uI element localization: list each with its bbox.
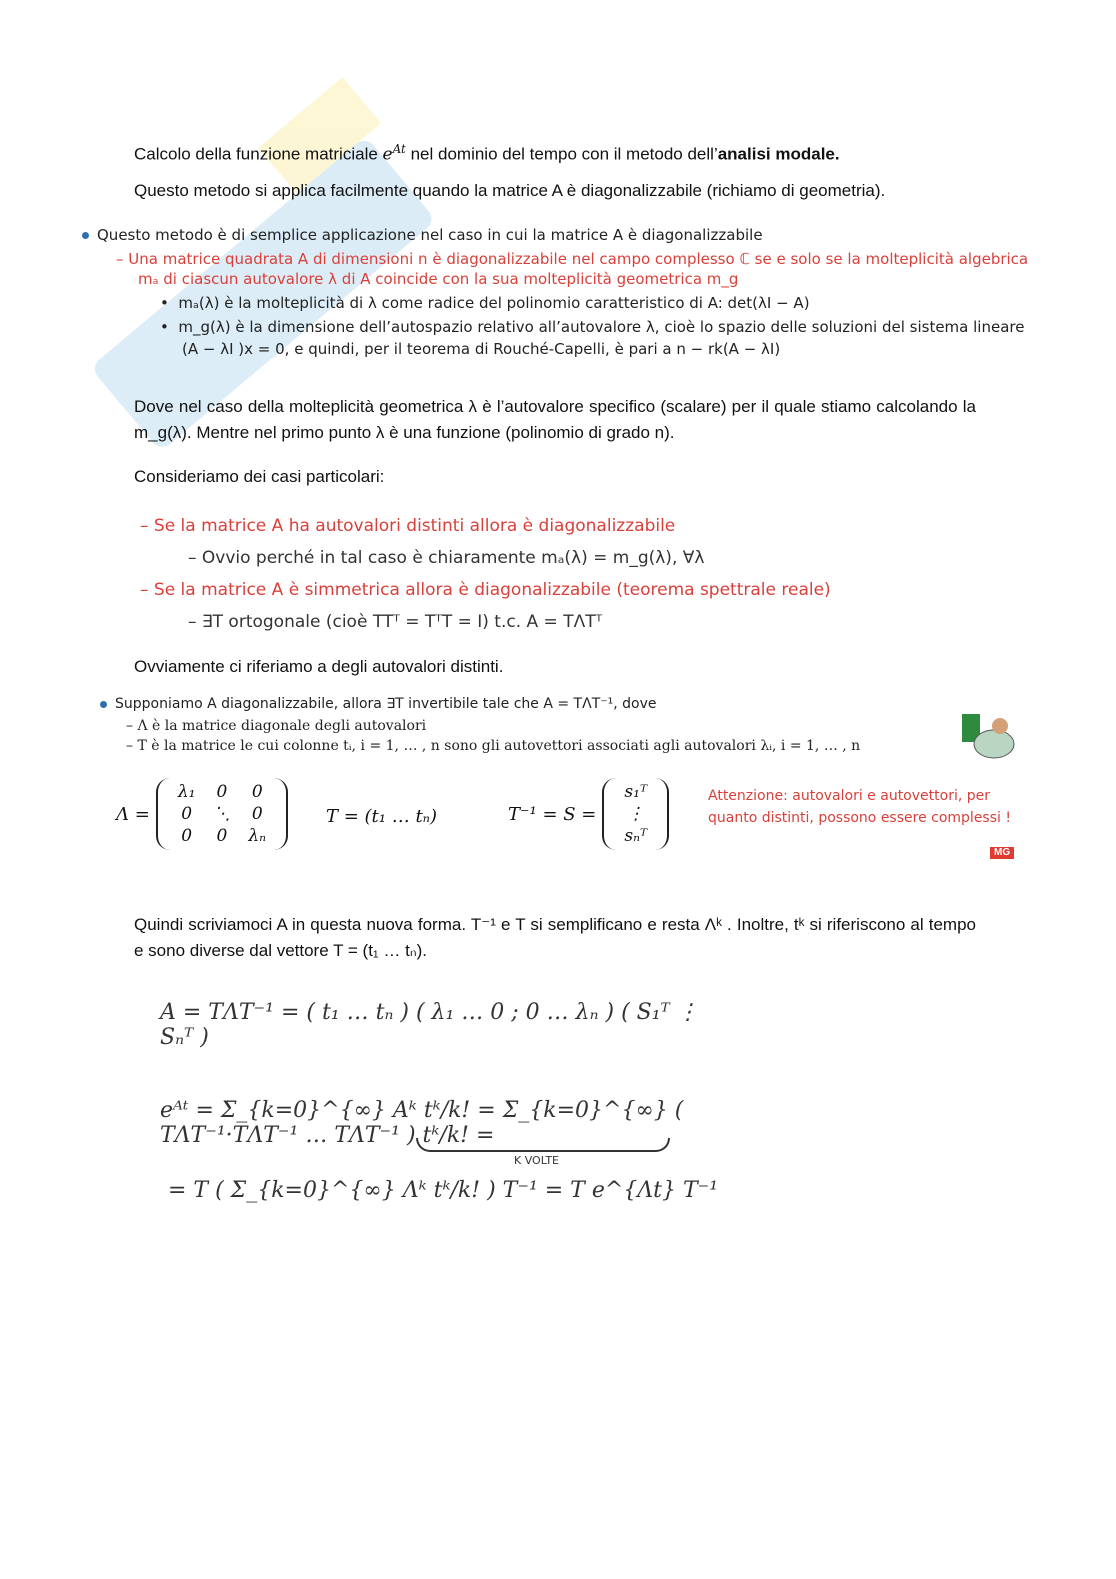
- bullet-icon: [82, 232, 89, 239]
- attention-note: Attenzione: autovalori e autovettori, per quanto distinti, possono essere complessi !: [708, 788, 1011, 826]
- lambda-matrix-row: [170, 804, 274, 824]
- matrix-cell: 0: [251, 782, 263, 802]
- s-matrix-row: [616, 826, 655, 846]
- handwriting-brace: [416, 1138, 670, 1152]
- t-definition: T = (t₁ … tₙ): [326, 806, 437, 827]
- slide1-sub2a: • m_g(λ) è la dimensione dell’autospazio relativo all’autovalore λ, cioè lo spazio delle soluzioni del sistema lineare: [160, 318, 1025, 336]
- paragraph-geometric-multiplicity: Dove nel caso della molteplicità geometrica λ è l’autovalore specifico (scalare) per il quale stiamo calcolando la m_g(λ). Mentre nel primo punto λ è una funzione (polinomio di grado n).: [134, 397, 976, 442]
- lambda-matrix-body: [156, 778, 288, 850]
- slide1-sub2b: (A − λI )x = 0, e quindi, per il teorema di Rouché-Capelli, è pari a n − rk(A − λI): [182, 340, 781, 358]
- slide2-red1: – Se la matrice A ha autovalori distinti allora è diagonalizzabile: [140, 516, 676, 536]
- slide2-b1: – Ovvio perché in tal caso è chiaramente mₐ(λ) = m_g(λ), ∀λ: [188, 548, 705, 568]
- slide3-def2: – T è la matrice le cui colonne tᵢ, i = 1, … , n sono gli autovettori associati agli autovalori λᵢ, i = 1, … , n: [126, 738, 861, 754]
- slide1-red-line1: – Una matrice quadrata A di dimensioni n è diagonalizzabile nel campo complesso ℂ se e solo se la molteplicità algebrica: [116, 250, 1029, 268]
- brace-label: K VOLTE: [514, 1154, 559, 1167]
- matrix-cell: 0: [216, 826, 228, 846]
- slide1-red-line2: mₐ di ciascun autovalore λ di A coincide con la sua molteplicità geometrica m_g: [138, 270, 739, 288]
- slide3-def1: – Λ è la matrice diagonale degli autovalori: [126, 718, 427, 734]
- handwriting-line2: eᴬᵗ = Σ_{k=0}^{∞} Aᵏ tᵏ/k! = Σ_{k=0}^{∞} ( TΛT⁻¹·TΛT⁻¹ … TΛT⁻¹ ) tᵏ/k! =: [160, 1098, 684, 1148]
- matrix-cell: ⋮: [627, 804, 645, 824]
- lambda-matrix-row: [170, 826, 274, 846]
- matrix-cell: 0: [216, 782, 228, 802]
- handwriting-line1: A = TΛT⁻¹ = ( t₁ … tₙ ) ( λ₁ … 0 ; 0 … λₙ ) ( S₁ᵀ ⋮ Sₙᵀ ): [160, 1000, 699, 1050]
- matrix-cell: ⋱: [213, 804, 231, 824]
- page-title: Calcolo della funzione matriciale $e^{At}$ nel dominio del tempo con il metodo dell’analisi modale.: [134, 142, 840, 165]
- slide1-bullet: Questo metodo è di semplice applicazione nel caso in cui la matrice A è diagonalizzabile: [82, 226, 1042, 244]
- matrix-cell: s₁ᵀ: [624, 782, 648, 802]
- slide1-sub1: • mₐ(λ) è la molteplicità di λ come radice del polinomio caratteristico di A: det(λI − A): [160, 294, 810, 312]
- matrix-cell: 0: [181, 826, 193, 846]
- matrix-cell: 0: [181, 804, 193, 824]
- s-matrix-body: [602, 778, 669, 850]
- slide2-red2: – Se la matrice A è simmetrica allora è diagonalizzabile (teorema spettrale reale): [140, 580, 831, 600]
- matrix-lambda: Λ = λ₁ 0 0 0 ⋱ 0 0 0 λₙ: [116, 778, 288, 850]
- handwriting-line3: = T ( Σ_{k=0}^{∞} Λᵏ tᵏ/k! ) T⁻¹ = T e^{Λt} T⁻¹: [168, 1178, 719, 1203]
- slide-particular-cases: [140, 510, 1040, 638]
- slide-diagonalizable: [82, 226, 1042, 358]
- matrix-cell: λ₁: [177, 782, 196, 802]
- paragraph-particular-cases: Consideriamo dei casi particolari:: [134, 467, 385, 486]
- paragraph-distinct-eigenvalues: Ovviamente ci riferiamo a degli autovalori distinti.: [134, 657, 504, 676]
- lambda-matrix-row: [170, 782, 274, 802]
- slide-modal-decomposition: [100, 696, 1000, 754]
- matrix-cell: sₙᵀ: [624, 826, 648, 846]
- paragraph-new-form: Quindi scriviamoci A in questa nuova forma. T⁻¹ e T si semplificano e resta Λᵏ . Inoltre, tᵏ si riferiscono al tempo e sono diverse dal vettore T = (t₁ … tₙ).: [134, 915, 976, 960]
- matrix-cell: λₙ: [248, 826, 267, 846]
- matrix-tinv: T⁻¹ = S = s₁ᵀ ⋮ sₙᵀ: [508, 778, 669, 850]
- logo-badge: MG: [990, 847, 1014, 859]
- bullet-icon: [100, 701, 107, 708]
- teacher-icon: [958, 710, 1018, 762]
- matrix-cell: 0: [251, 804, 263, 824]
- s-matrix-row: [616, 782, 655, 802]
- slide2-b2: – ∃T ortogonale (cioè TTᵀ = TᵀT = I) t.c. A = TΛTᵀ: [188, 612, 603, 632]
- intro-paragraph: Questo metodo si applica facilmente quando la matrice A è diagonalizzabile (richiamo di geometria).: [134, 181, 886, 200]
- slide3-bullet: Supponiamo A diagonalizzabile, allora ∃T invertibile tale che A = TΛT⁻¹, dove: [100, 696, 1000, 712]
- s-matrix-row: [616, 804, 655, 824]
